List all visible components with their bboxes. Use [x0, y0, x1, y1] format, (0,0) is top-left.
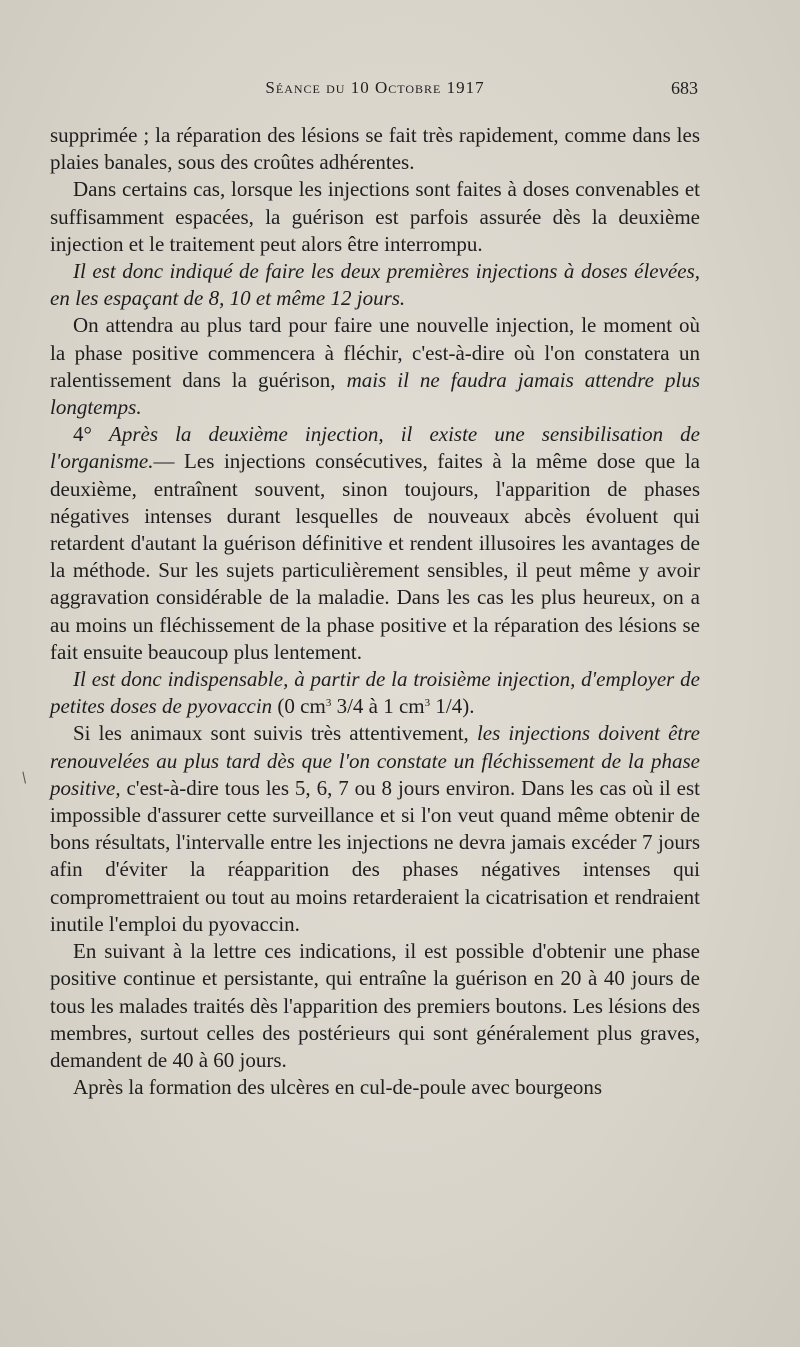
page-header	[52, 78, 698, 108]
paragraph-4-text: On attendra au plus tard pour faire une nouvelle injection, le moment où la phase positive commencera à fléchir, c'est-à-dire où l'on constatera un ralentissement dans la guérison,	[50, 313, 700, 392]
paragraph-7-text-a: Si les animaux sont suivis très attentivement,	[73, 721, 477, 746]
paragraph-5-number: 4°	[73, 422, 109, 447]
paragraph-6	[50, 666, 700, 720]
dose-a: (0 cm	[272, 694, 326, 719]
dose-sup-a: 3	[325, 697, 332, 710]
paragraph-4-italic: mais il ne faudra jamais attendre plus longtemps.	[50, 367, 701, 420]
dose-sup-b: 3	[424, 697, 431, 710]
paragraph-6-italic: Il est donc indispensable, à partir de la troisième injection, d'employer de petites doses de pyovaccin	[50, 667, 700, 719]
paragraph-4	[50, 312, 700, 421]
paragraph-9: Après la formation des ulcères en cul-de-poule avec bourgeons	[73, 1075, 603, 1100]
paragraph-1: supprimée ; la réparation des lésions se fait très rapidement, comme dans les plaies banales, sous des croûtes adhérentes.	[50, 123, 700, 175]
dose-b: 3/4 à 1 cm	[331, 694, 425, 719]
paragraph-8: En suivant à la lettre ces indications, il est possible d'obtenir une phase positive continue et persistante, qui entraîne la guérison en 20 à 40 jours de tous les malades traités dès l'apparition des premiers boutons. Les lésions des membres, surtout celles des postérieurs qui sont généralement plus graves, demandent de 40 à 60 jours.	[50, 939, 700, 1072]
body-text	[50, 122, 700, 1101]
paragraph-7-text-b: c'est-à-dire tous les 5, 6, 7 ou 8 jours environ. Dans les cas où il est impossible d'assurer cette surveillance et si l'on veut quand même obtenir de bons résultats, l'intervalle entre les injections ne devra jamais excéder 7 jours afin d'éviter la réapparition des phases négatives intenses qui compromettraient ou tout au moins retarderaient la cicatrisation et rendraient inutile l'emploi du pyovaccin.	[50, 775, 700, 936]
page-number: 683	[671, 78, 698, 98]
paragraph-7	[50, 720, 700, 938]
margin-pencil-mark: /	[18, 769, 31, 787]
paragraph-3-italic: Il est donc indiqué de faire les deux premières injections à doses élevées, en les espaçant de 8, 10 et même 12 jours.	[50, 259, 700, 311]
dose-c: 1/4).	[430, 694, 475, 719]
paragraph-7-italic: les injections doivent être renouvelées au plus tard dès que l'on constate un fléchissement de la phase positive,	[50, 721, 700, 800]
paragraph-5	[50, 421, 700, 666]
paragraph-2: Dans certains cas, lorsque les injections sont faites à doses convenables et suffisamment espacées, la guérison est parfois assurée dès la deuxième injection et le traitement peut alors être interrompu.	[50, 177, 700, 256]
paragraph-5-italic: Après la deuxième injection, il existe une sensibilisation de l'organisme.	[50, 422, 700, 474]
running-title: Séance du 10 Octobre 1917	[265, 78, 485, 97]
paragraph-5-text: — Les injections consécutives, faites à la même dose que la deuxième, entraînent souvent, sinon toujours, l'apparition de phases négatives intenses durant lesquelles de nouveaux abcès évoluent qui retardent d'autant la guérison définitive et rendent illusoires les avantages de la méthode. Sur les sujets particulièrement sensibles, il peut même y avoir aggravation considérable de la maladie. Dans les cas les plus heureux, on a au moins un fléchissement de la phase positive et la réparation des lésions se fait ensuite beaucoup plus lentement.	[50, 449, 700, 664]
